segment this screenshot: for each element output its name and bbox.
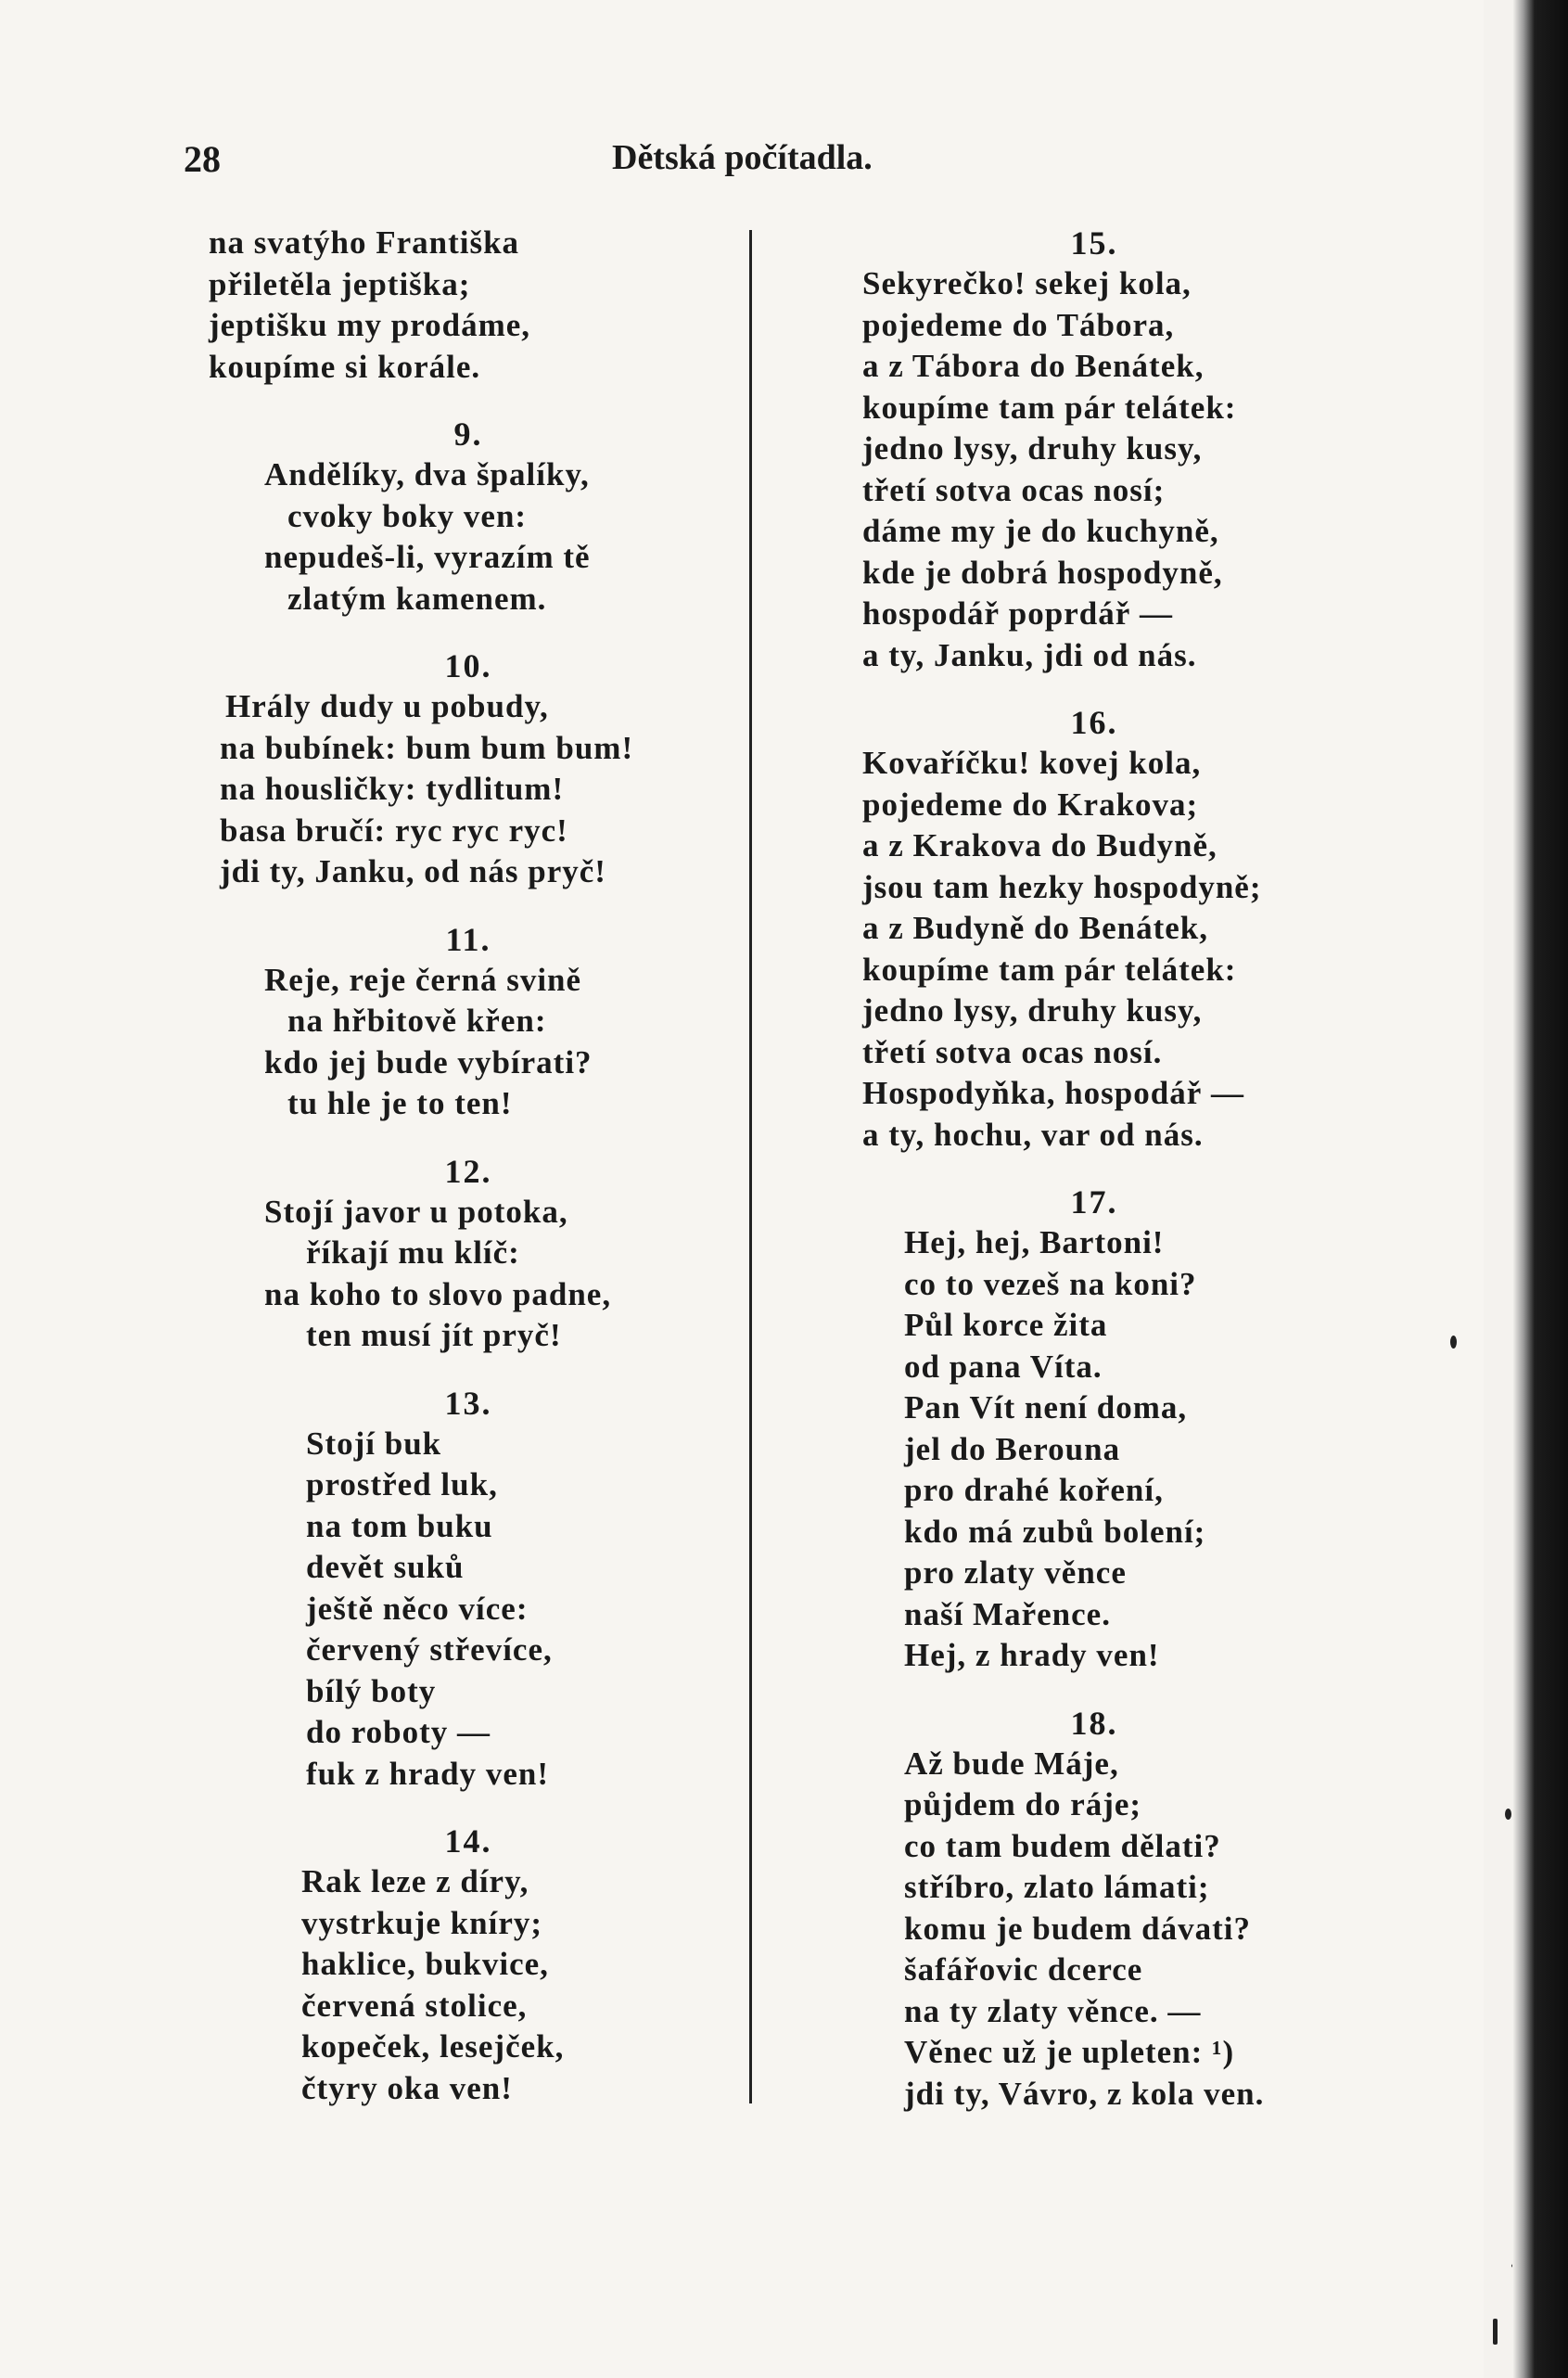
verse-line: hospodář poprdář — xyxy=(862,595,1174,632)
poem-number: 18. xyxy=(1070,1704,1118,1742)
verse-line: kopeček, lesejček, xyxy=(301,2028,565,2065)
verse-line: jel do Berouna xyxy=(904,1430,1121,1467)
verse-line: naší Mařence. xyxy=(904,1595,1111,1632)
verse-line: Stojí buk xyxy=(306,1425,442,1462)
verse-line: na bubínek: bum bum bum! xyxy=(220,729,634,766)
verse-line: Hej, z hrady ven! xyxy=(904,1637,1160,1673)
verse-line: ten musí jít pryč! xyxy=(306,1317,562,1353)
verse-line: Půl korce žita xyxy=(904,1307,1108,1343)
poem-block xyxy=(853,1182,1335,1677)
verse-line: šafářovic dcerce xyxy=(904,1951,1143,1988)
verse-line: a ty, hochu, var od nás. xyxy=(862,1116,1204,1153)
poem-number: 16. xyxy=(1070,704,1118,741)
verse-line: fuk z hrady ven! xyxy=(306,1755,549,1792)
verse-line: pro zlaty věnce xyxy=(904,1554,1127,1591)
poem-number: 12. xyxy=(444,1152,492,1190)
poem-block xyxy=(853,1703,1335,2116)
verse-line: na hřbitově křen: xyxy=(287,1003,547,1039)
verse-line: tu hle je to ten! xyxy=(287,1085,513,1121)
column-divider xyxy=(749,230,752,2103)
verse-line: bílý boty xyxy=(306,1672,437,1709)
verse-line: dáme my je do kuchyně, xyxy=(862,513,1219,549)
verse-line: Reje, reje černá svině xyxy=(264,961,582,998)
verse-line: co to vezeš na koni? xyxy=(904,1265,1197,1302)
verse-line: třetí sotva ocas nosí. xyxy=(862,1033,1163,1070)
verse-line: koupíme si korále. xyxy=(209,348,481,385)
verse-line: devět suků xyxy=(306,1549,465,1585)
left-column xyxy=(209,223,728,2135)
verse-line: a ty, Janku, jdi od nás. xyxy=(862,636,1197,673)
poem-block xyxy=(209,919,728,1125)
poem-block xyxy=(209,1821,728,2109)
verse-line: od pana Víta. xyxy=(904,1348,1103,1385)
poem-block xyxy=(209,1383,728,1796)
verse-line: jdi ty, Vávro, z kola ven. xyxy=(904,2075,1265,2112)
verse-line: Pan Vít není doma, xyxy=(904,1389,1188,1426)
verse-line: Andělíky, dva špalíky, xyxy=(264,456,590,492)
right-column xyxy=(853,223,1335,2141)
poem-number: 15. xyxy=(1070,224,1118,262)
poem-number: 17. xyxy=(1070,1183,1118,1221)
verse-line: cvoky boky ven: xyxy=(287,497,528,534)
page-number: 28 xyxy=(184,138,221,180)
verse-line: půjdem do ráje; xyxy=(904,1786,1142,1822)
verse-line: a z Krakova do Budyně, xyxy=(862,827,1217,863)
verse-line: na ty zlaty věnce. — xyxy=(904,1992,1202,2029)
verse-line: co tam budem dělati? xyxy=(904,1827,1221,1864)
verse-line: zlatým kamenem. xyxy=(287,580,547,617)
poem-number: 14. xyxy=(444,1822,492,1860)
verse-line: jeptišku my prodáme, xyxy=(209,307,531,343)
verse-line: červená stolice, xyxy=(301,1987,528,2024)
verse-line: kdo má zubů bolení; xyxy=(904,1513,1206,1550)
verse-line: kde je dobrá hospodyně, xyxy=(862,554,1223,591)
verse-line: koupíme tam pár telátek: xyxy=(862,389,1237,426)
verse-line: Hrály dudy u pobudy, xyxy=(225,688,549,724)
verse-line: Kovaříčku! kovej kola, xyxy=(862,745,1202,781)
verse-line: komu je budem dávati? xyxy=(904,1910,1251,1947)
verse-line: pojedeme do Tábora, xyxy=(862,306,1175,343)
poem-number: 13. xyxy=(444,1384,492,1422)
verse-line: kdo jej bude vybírati? xyxy=(264,1043,593,1080)
verse-line: a z Budyně do Benátek, xyxy=(862,910,1209,946)
verse-line: pojedeme do Krakova; xyxy=(862,786,1199,823)
running-head: Dětská počítadla. xyxy=(612,138,873,177)
verse-line: do roboty — xyxy=(306,1714,491,1750)
poem-number: 10. xyxy=(444,647,492,684)
verse-line: basa bručí: ryc ryc ryc! xyxy=(220,812,568,849)
verse-line: na tom buku xyxy=(306,1507,493,1544)
verse-line: pro drahé koření, xyxy=(904,1472,1164,1508)
verse-line: červený střevíce, xyxy=(306,1631,553,1668)
scan-speck xyxy=(1450,1336,1457,1349)
verse-line: přiletěla jeptiška; xyxy=(209,265,471,302)
verse-line: Sekyrečko! sekej kola, xyxy=(862,265,1192,301)
verse-line: říkají mu klíč: xyxy=(306,1234,520,1271)
scan-speck xyxy=(1505,1809,1511,1820)
verse-line: čtyry oka ven! xyxy=(301,2069,513,2106)
verse-line: ještě něco více: xyxy=(306,1590,529,1627)
poem-block xyxy=(209,414,728,620)
poem-block xyxy=(209,1151,728,1357)
verse-line: prostřed luk, xyxy=(306,1466,498,1502)
verse-line: Hospodyňka, hospodář — xyxy=(862,1075,1245,1111)
verse-line: Hej, hej, Bartoni! xyxy=(904,1224,1165,1260)
verse-line: na housličky: tydlitum! xyxy=(220,771,565,807)
verse-line: třetí sotva ocas nosí; xyxy=(862,471,1166,508)
verse-line: na koho to slovo padne, xyxy=(264,1275,612,1312)
verse-line: a z Tábora do Benátek, xyxy=(862,348,1205,384)
page-edge-shadow xyxy=(1512,0,1568,2378)
poem-block xyxy=(853,223,1335,676)
verse-line: jdi ty, Janku, od nás pryč! xyxy=(220,853,606,889)
verse-line: na svatýho Františka xyxy=(209,224,520,261)
scan-speck xyxy=(1493,2319,1498,2345)
poem-number: 11. xyxy=(445,920,491,958)
verse-line: stříbro, zlato lámati; xyxy=(904,1869,1210,1905)
verse-line: jedno lysy, druhy kusy, xyxy=(862,430,1203,467)
verse-line: Věnec už je upleten: ¹) xyxy=(904,2034,1235,2070)
poem-block xyxy=(209,646,728,893)
verse-line: vystrkuje kníry; xyxy=(301,1904,543,1941)
verse-line: jedno lysy, druhy kusy, xyxy=(862,992,1203,1029)
verse-line: Až bude Máje, xyxy=(904,1745,1119,1782)
verse-line: Rak leze z díry, xyxy=(301,1863,529,1899)
poem-block xyxy=(209,223,728,388)
poem-number: 9. xyxy=(453,416,483,453)
poem-block xyxy=(853,702,1335,1156)
verse-line: haklice, bukvice, xyxy=(301,1946,549,1982)
verse-line: Stojí javor u potoka, xyxy=(264,1193,568,1230)
verse-line: koupíme tam pár telátek: xyxy=(862,951,1237,988)
verse-line: nepudeš-li, vyrazím tě xyxy=(264,539,591,575)
verse-line: jsou tam hezky hospodyně; xyxy=(862,868,1262,905)
